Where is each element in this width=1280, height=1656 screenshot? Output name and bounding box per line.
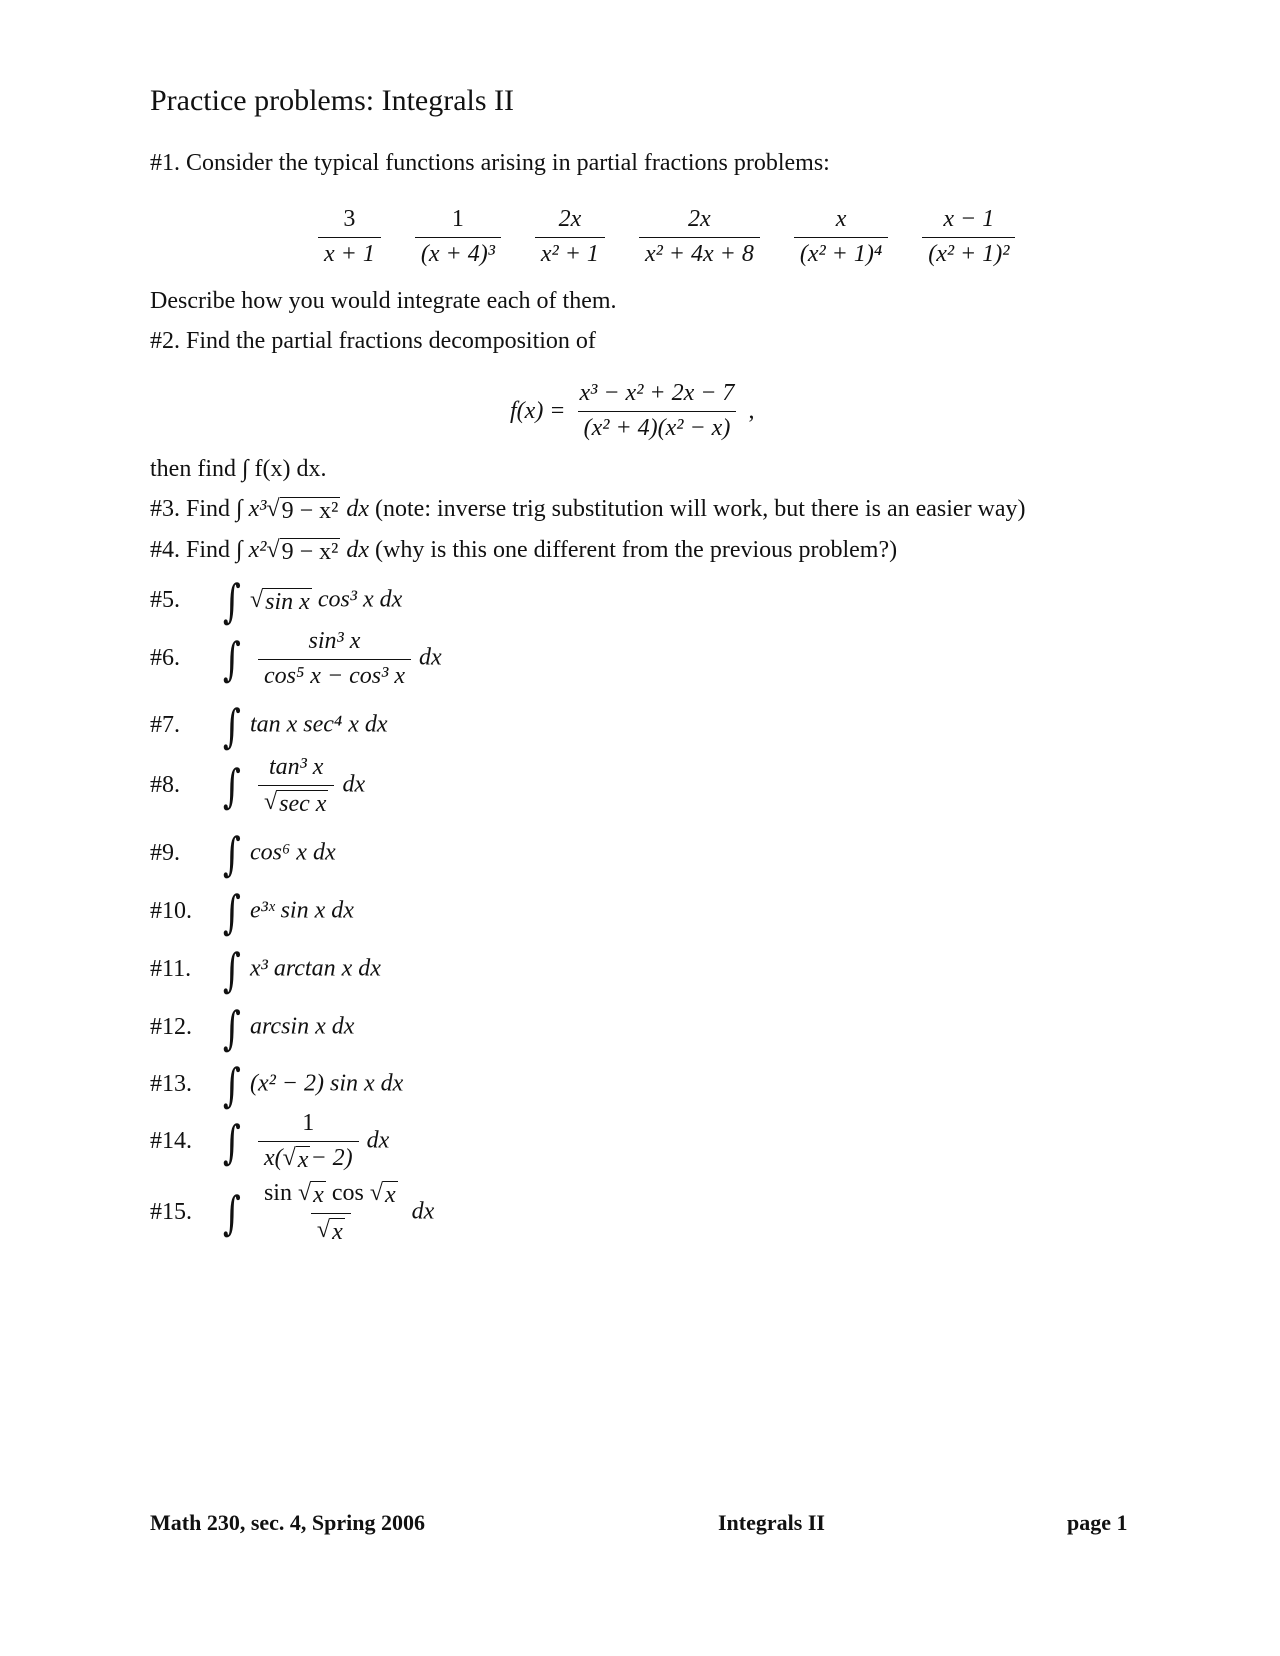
sqrt: √ 9 − x² [266,496,339,524]
equation-lhs: f(x) = [510,397,566,424]
problem-3-note: (note: inverse trig substitution will work, but there is an easier way) [375,496,1026,522]
fraction-6: $\frac{x - 1}{\text{(x² + 1)²}}$ [922,206,1015,268]
integral-sign: ∫ [222,943,241,997]
integral-sign: ∫ [222,574,241,628]
integral-sign: ∫ [222,1186,241,1241]
problem-3 [150,496,1026,526]
problem-3-label: #3. Find [150,496,231,522]
problem-4 [150,537,897,567]
fraction-1: $\frac{3}{x + 1}$ [318,206,381,268]
problem-9-expr: cos⁶ x dx [249,839,336,866]
fraction-3: $\frac{2x}{\text{x² + 1}}$ [535,206,605,268]
problem-5-label: #5. [150,586,180,613]
fraction-5: $\frac{x}{\text{(x² + 1)⁴}}$ [794,206,888,268]
problem-4-label: #4. Find [150,537,231,563]
problem-10 [150,885,354,939]
problem-1-intro: #1. Consider the typical functions arising in partial fractions problems: [150,150,830,176]
integral-sign: ∫ [222,827,241,881]
integral-sign: ∫ [236,496,243,522]
problem-11-label: #11. [150,955,192,982]
integral-sign: ∫ [222,1058,241,1112]
integral-sign: ∫ [222,699,241,753]
problem-8-fraction: tan³ x √ sec x [258,754,334,818]
problem-9 [150,827,336,881]
problem-15-label: #15. [150,1198,192,1225]
problem-2-equation [510,380,754,442]
integral-sign: ∫ [222,1001,241,1055]
problem-12-label: #12. [150,1013,192,1040]
problem-11 [150,943,381,997]
problem-14-label: #14. [150,1127,192,1154]
differential: dx [366,1127,390,1154]
problem-9-label: #9. [150,839,180,866]
differential: dx [346,496,370,522]
sqrt: √ sin x [249,586,310,615]
problem-5-expr: cos³ x dx [317,586,403,613]
problem-13-expr: (x² − 2) sin x dx [249,1070,404,1097]
differential: dx [346,537,370,563]
problem-4-note: (why is this one different from the previous problem?) [375,537,898,563]
problem-6 [150,628,442,690]
problem-3-factor: x³ [248,496,267,522]
problem-8 [150,754,365,818]
problem-4-factor: x² [248,537,267,563]
equation-fraction: $\frac{\text{x³ − x² + 2x − 7}}{\text{(x² + 4)(x² − x)}}$ [579,380,735,441]
integral-sign: ∫ [236,537,243,563]
problem-2-after: then find ∫ f(x) dx. [150,456,327,482]
problem-15 [150,1180,434,1246]
problem-10-label: #10. [150,897,192,924]
differential: dx [419,644,442,671]
problem-6-label: #6. [150,644,180,671]
fraction-4: $\frac{2x}{\text{x² + 4x + 8}}$ [639,206,760,268]
footer-course: Math 230, sec. 4, Spring 2006 [150,1510,425,1535]
problem-1-after: Describe how you would integrate each of them. [150,288,617,314]
footer-page-number: page 1 [1067,1510,1128,1535]
equation-comma: , [748,397,755,424]
integral-sign: ∫ [222,1115,241,1170]
fraction-2: $\frac{1}{\text{(x + 4)³}}$ [415,206,501,268]
integral-sign: ∫ [222,759,241,814]
problem-7-label: #7. [150,711,180,738]
differential: dx [411,1198,435,1225]
page-title: Practice problems: Integrals II [150,84,515,117]
problem-2-intro: #2. Find the partial fractions decomposition of [150,328,596,354]
problem-6-fraction: $\frac{\text{sin³ x}}{\text{cos⁵ x − cos³ x}}$ [258,628,411,690]
problem-5 [150,574,403,628]
problem-14-fraction: 1 x( √ x − 2) [258,1110,359,1174]
problem-14 [150,1110,389,1174]
problem-7 [150,699,388,753]
problem-10-expr: e³ˣ sin x dx [249,897,354,924]
problem-8-label: #8. [150,771,180,798]
integral-sign: ∫ [222,632,241,687]
problem-12-expr: arcsin x dx [249,1013,355,1040]
integral-sign: ∫ [222,885,241,939]
problem-1-fractions [310,206,1023,268]
problem-11-expr: x³ arctan x dx [249,955,381,982]
problem-12 [150,1001,355,1055]
sqrt: √ 9 − x² [266,537,339,565]
problem-15-fraction: sin √ x cos √ x √ x [263,1180,396,1245]
problem-13-label: #13. [150,1070,192,1097]
differential: dx [342,771,366,798]
footer-title: Integrals II [718,1510,825,1535]
problem-7-expr: tan x sec⁴ x dx [249,711,388,738]
problem-13 [150,1058,404,1112]
